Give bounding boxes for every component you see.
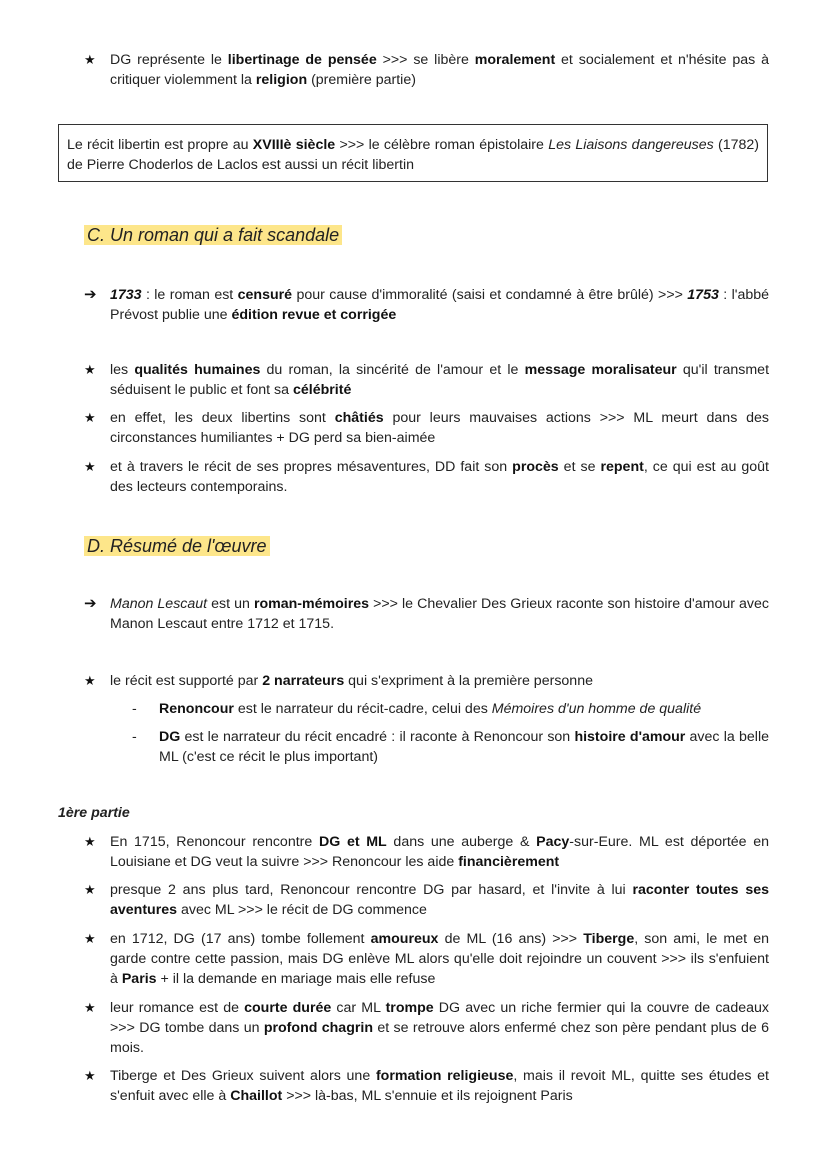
text: le récit est supporté par: [110, 673, 263, 689]
star-bullet-icon: ★: [84, 410, 96, 425]
text: pour cause d'immoralité (saisi et condamné à être brûlé) >>>: [292, 287, 688, 303]
text: Tiberge et Des Grieux suivent alors une: [110, 1068, 376, 1084]
sub-dg-narrateur: [132, 727, 769, 767]
date: 1733: [110, 287, 142, 303]
keyword: Tiberge: [583, 931, 635, 947]
bullet-romance: [84, 998, 769, 1058]
keyword: châtiés: [334, 410, 384, 426]
keyword: Pacy: [536, 834, 570, 850]
text: (1782) de Pierre Choderlos de Laclos est aussi un récit libertin: [67, 137, 760, 173]
book-title: Manon Lescaut: [110, 596, 208, 612]
libertin-note-box: [58, 124, 768, 182]
text: avec ML >>> le récit de DG commence: [177, 902, 427, 918]
text: >>> le célèbre roman épistolaire: [335, 137, 549, 153]
keyword: édition revue et corrigée: [231, 307, 397, 323]
star-bullet-icon: ★: [84, 52, 96, 67]
keyword: courte durée: [244, 1000, 332, 1016]
book-title: Les Liaisons dangereuses: [548, 137, 714, 153]
text: (première partie): [307, 72, 416, 88]
text: qui s'expriment à la première personne: [344, 673, 593, 689]
star-bullet-icon: ★: [84, 362, 96, 377]
star-bullet-icon: ★: [84, 1000, 96, 1015]
text: : l'abbé Prévost publie une: [110, 287, 770, 323]
bullet-formation: [84, 1066, 769, 1106]
arrow-roman-memoires: [84, 594, 769, 634]
text: DG avec un riche fermier qui la couvre de cadeaux >>> DG tombe dans un: [110, 1000, 769, 1036]
text: >>> là-bas, ML s'ennuie et ils rejoignent Paris: [282, 1088, 573, 1104]
keyword: qualités humaines: [134, 362, 261, 378]
keyword: formation religieuse: [375, 1068, 514, 1084]
keyword: raconter toutes ses aventures: [110, 882, 769, 918]
text: >>> le Chevalier Des Grieux raconte son histoire d'amour avec Manon Lescaut entre 1712 et 1715.: [110, 596, 769, 632]
text: en effet, les deux libertins sont: [110, 410, 335, 426]
keyword: DG et ML: [318, 834, 387, 850]
keyword: profond chagrin: [263, 1020, 373, 1036]
text: >>> se libère: [376, 52, 475, 68]
dash-bullet-icon: -: [132, 701, 137, 717]
bullet-1715: [84, 832, 769, 872]
section-c-heading: [84, 221, 342, 249]
bullet-2-ans: [84, 880, 769, 920]
text: les: [110, 362, 135, 378]
text: Le récit libertin est propre au: [67, 137, 253, 153]
star-bullet-icon: ★: [84, 459, 96, 474]
keyword: trompe: [385, 1000, 434, 1016]
star-bullet-icon: ★: [84, 673, 96, 688]
date: 1753: [687, 287, 719, 303]
keyword: roman-mémoires: [253, 596, 370, 612]
text: en 1712, DG (17 ans) tombe follement: [110, 931, 371, 947]
bullet-chaties: [84, 408, 769, 448]
keyword: Renoncour: [159, 701, 234, 717]
part-1-title: 1ère partie: [58, 805, 130, 821]
text: et se retrouve alors enfermé chez son père pendant plus de 6 mois.: [110, 1020, 769, 1056]
keyword: repent: [600, 459, 644, 475]
text: est le narrateur du récit-cadre, celui des: [233, 701, 492, 717]
text: qu'il transmet séduisent le public et font sa: [110, 362, 770, 398]
text: car ML: [331, 1000, 386, 1016]
sub-renoncour: [132, 699, 769, 719]
keyword: censuré: [237, 287, 293, 303]
keyword: message moralisateur: [524, 362, 677, 378]
text: , mais il revoit ML, quitte ses études et s'enfuit avec elle à: [110, 1068, 769, 1104]
star-bullet-icon: ★: [84, 834, 96, 849]
keyword: religion: [255, 72, 308, 88]
text: : le roman est: [141, 287, 238, 303]
section-c-title: C. Un roman qui a fait scandale: [84, 225, 342, 245]
text: -sur-Eure. ML est déportée en Louisiane et DG veut la suivre >>> Renoncour les aide: [110, 834, 770, 870]
text: et à travers le récit de ses propres mésaventures, DD fait son: [110, 459, 513, 475]
keyword: 2 narrateurs: [262, 673, 345, 689]
keyword: amoureux: [370, 931, 439, 947]
text: du roman, la sincérité de l'amour et le: [260, 362, 525, 378]
keyword: Paris: [121, 971, 157, 987]
star-bullet-icon: ★: [84, 1068, 96, 1083]
text: presque 2 ans plus tard, Renoncour rencontre DG par hasard, et l'invite à lui: [110, 882, 633, 898]
dash-bullet-icon: -: [132, 729, 137, 745]
text: , son ami, le met en garde contre cette passion, mais DG enlève ML alors qu'elle doit rejoindre un couvent >>> ils s'enfuient à: [110, 931, 770, 987]
section-d-title: D. Résumé de l'œuvre: [84, 536, 270, 556]
bullet-proces: [84, 457, 769, 497]
text: la: [240, 72, 256, 88]
text: En 1715, Renoncour rencontre: [110, 834, 319, 850]
keyword: financièrement: [458, 854, 560, 870]
text: avec la belle ML (c'est ce récit le plus important): [159, 729, 769, 765]
text: leur romance est de: [110, 1000, 245, 1016]
keyword: libertinage de pensée: [227, 52, 377, 68]
text: pour leurs mauvaises actions >>> ML meurt dans des circonstances humiliantes + DG perd sa bien-aimée: [110, 410, 769, 446]
bullet-1712: [84, 929, 769, 989]
keyword: DG: [159, 729, 181, 745]
text: le: [210, 52, 228, 68]
section-d-heading: [84, 532, 270, 560]
text: et socialement et n'hésite pas à critiquer violemment: [110, 52, 769, 88]
star-bullet-icon: ★: [84, 882, 96, 897]
text: , ce qui est au goût des lecteurs contemporains.: [110, 459, 769, 495]
text: est le narrateur du récit encadré : il raconte à Renoncour son: [180, 729, 575, 745]
keyword: XVIIIè siècle: [252, 137, 336, 153]
keyword: Chaillot: [230, 1088, 283, 1104]
keyword: moralement: [474, 52, 556, 68]
arrow-censure: [84, 285, 769, 325]
text: dans une auberge &: [386, 834, 537, 850]
text: et se: [558, 459, 601, 475]
keyword: procès: [512, 459, 559, 475]
text: de ML (16 ans) >>>: [438, 931, 584, 947]
arrow-bullet-icon: ➔: [84, 286, 97, 303]
keyword: célébrité: [292, 382, 352, 398]
star-bullet-icon: ★: [84, 931, 96, 946]
keyword: histoire d'amour: [574, 729, 686, 745]
book-title: Mémoires d'un homme de qualité: [491, 701, 702, 717]
text: DG représente: [110, 52, 211, 68]
bullet-narrateurs: [84, 671, 769, 691]
bullet-libertinage: [84, 50, 769, 90]
text: + il la demande en mariage mais elle refuse: [156, 971, 436, 987]
bullet-qualites: [84, 360, 769, 400]
text: est un: [207, 596, 254, 612]
arrow-bullet-icon: ➔: [84, 595, 97, 612]
